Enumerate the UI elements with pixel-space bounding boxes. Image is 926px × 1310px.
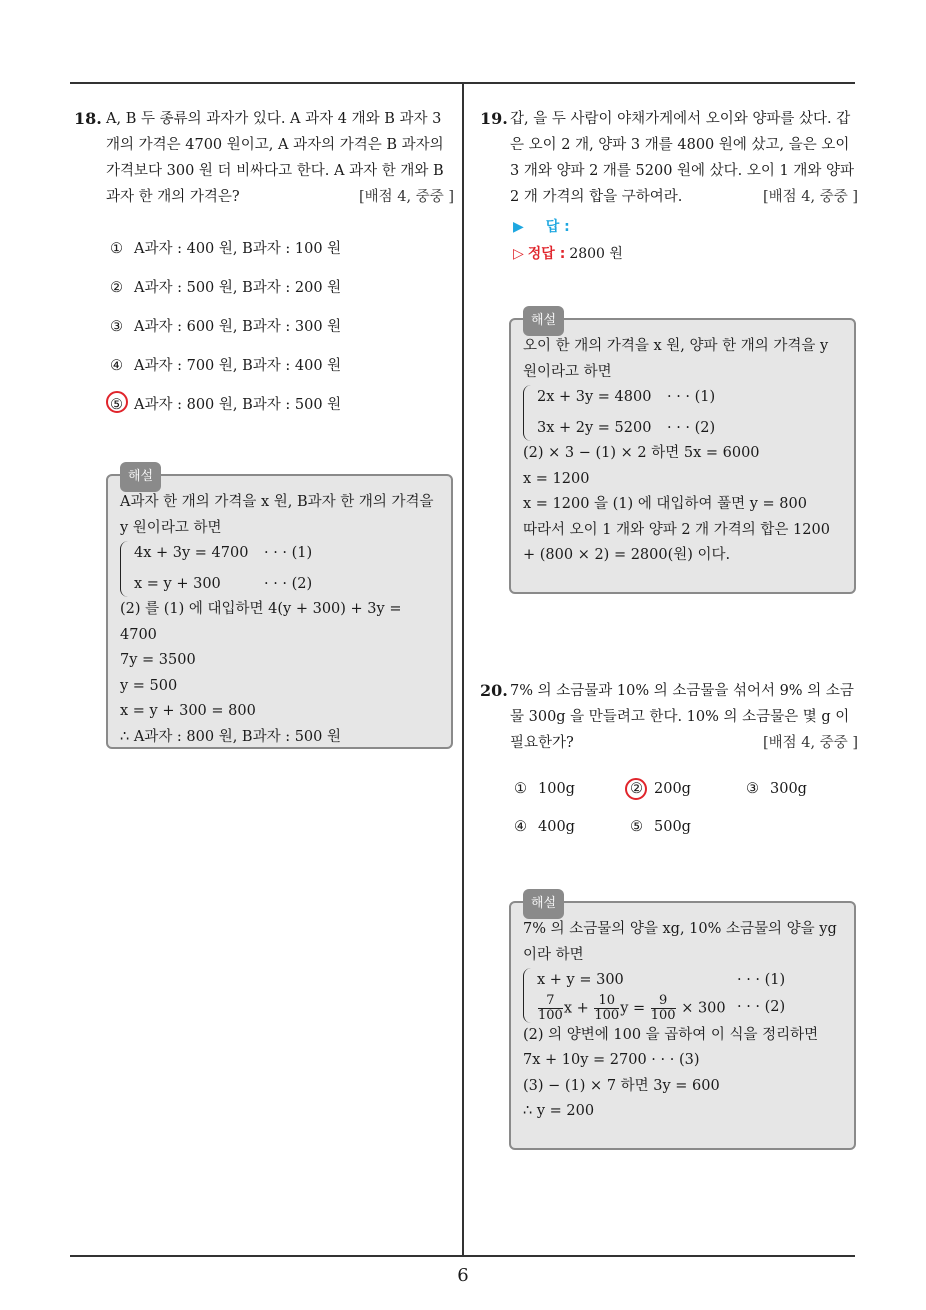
numerator: 7 <box>538 994 563 1009</box>
question-20 <box>480 678 858 756</box>
equation-ref: · · · (2) <box>737 999 786 1016</box>
question-text: 7% 의 소금물과 10% 의 소금물을 섞어서 9% 의 소금물 300g 을 만들려고 한다. 10% 의 소금물은 몇 g 이 필요한가? <box>510 683 854 751</box>
question-19 <box>480 106 858 210</box>
numerator: 10 <box>594 994 619 1009</box>
option-number: ④ <box>514 819 527 835</box>
equation-ref: · · · (1) <box>737 972 786 988</box>
bottom-rule <box>70 1255 855 1257</box>
equation: x + y = 300 <box>537 972 624 988</box>
solution-tag: 해설 <box>523 306 564 336</box>
correct-arrow-icon: ▷ <box>513 246 524 262</box>
equation-system <box>523 385 842 441</box>
option-1[interactable] <box>110 237 341 258</box>
option-text: A과자 : 600 원, B과자 : 300 원 <box>134 319 342 335</box>
option-text: 200g <box>654 781 691 797</box>
solution-line: ∴ A과자 : 800 원, B과자 : 500 원 <box>120 728 341 745</box>
solution-tag: 해설 <box>523 889 564 919</box>
question-meta: [배점 4, 중중 ] <box>762 189 858 205</box>
option-number: ④ <box>110 358 123 374</box>
solution-line: 7y = 3500 <box>120 652 196 668</box>
solution-line: x = 1200 <box>523 470 590 487</box>
option-text: A과자 : 800 원, B과자 : 500 원 <box>134 397 342 413</box>
option-5[interactable] <box>630 819 691 835</box>
equation-part: x + <box>563 1000 589 1016</box>
fraction <box>651 994 676 1023</box>
option-3[interactable] <box>110 315 341 336</box>
option-number: ② <box>110 280 123 296</box>
solution-line: (2) 의 양변에 100 을 곱하여 이 식을 정리하면 <box>523 1026 819 1043</box>
solution-line: (2) × 3 − (1) × 2 하면 5x = 6000 <box>523 445 760 461</box>
denominator: 100 <box>650 1007 676 1023</box>
option-number: ③ <box>746 781 759 797</box>
denominator: 100 <box>594 1007 620 1023</box>
solution-line: ∴ y = 200 <box>523 1103 595 1119</box>
option-text: A과자 : 700 원, B과자 : 400 원 <box>134 358 342 374</box>
equation-ref: · · · (1) <box>667 389 716 405</box>
column-divider <box>462 83 464 1255</box>
correct-value: 2800 원 <box>569 246 623 262</box>
option-3[interactable] <box>746 781 807 797</box>
equation-system <box>523 968 842 1023</box>
option-text: A과자 : 500 원, B과자 : 200 원 <box>134 280 342 296</box>
brace <box>523 385 532 441</box>
selected-answer-circle <box>106 391 128 413</box>
equation-system <box>120 541 439 597</box>
selected-answer-circle <box>625 778 647 800</box>
brace <box>523 968 532 1023</box>
equation-ref: · · · (1) <box>264 545 313 561</box>
option-text: A과자 : 400 원, B과자 : 100 원 <box>134 241 342 257</box>
equation <box>537 994 737 1023</box>
fraction <box>594 994 619 1023</box>
option-number: ① <box>110 241 123 257</box>
option-text: 300g <box>770 781 807 797</box>
equation: 2x + 3y = 4800 <box>537 389 652 405</box>
solution-line: y = 500 <box>120 677 178 694</box>
option-1[interactable] <box>514 781 575 797</box>
option-number: ② <box>630 781 643 797</box>
question-number: 19. <box>480 109 508 128</box>
equation-ref: · · · (2) <box>264 575 313 592</box>
equation-ref: · · · (2) <box>667 419 716 436</box>
option-text: 400g <box>538 819 575 835</box>
answer-input-line[interactable] <box>513 216 570 236</box>
solution-line: (2) 를 (1) 에 대입하면 4(y + 300) + 3y = 4700 <box>120 601 402 643</box>
solution-line: 7x + 10y = 2700 · · · (3) <box>523 1052 700 1068</box>
solution-tag: 해설 <box>120 462 161 492</box>
option-number: ③ <box>110 319 123 335</box>
q20-solution-box <box>509 896 856 1150</box>
option-2[interactable] <box>110 276 341 297</box>
brace <box>120 541 129 597</box>
question-18 <box>74 106 454 210</box>
option-text: 100g <box>538 781 575 797</box>
question-meta: [배점 4, 중중 ] <box>358 189 454 205</box>
option-4[interactable] <box>514 819 575 835</box>
numerator: 9 <box>651 994 676 1009</box>
equation-part: y = <box>620 1000 646 1016</box>
option-number: ⑤ <box>630 819 643 835</box>
equation: x = y + 300 <box>134 575 221 592</box>
answer-label: 답 : <box>545 219 570 235</box>
solution-line: 따라서 오이 1 개와 양파 2 개 가격의 합은 1200 + (800 × 2) = 2800(원) 이다. <box>523 521 830 563</box>
question-text: A, B 두 종류의 과자가 있다. A 과자 4 개와 B 과자 3 개의 가격은 4700 원이고, A 과자의 가격은 B 과자의 가격보다 300 원 더 비싸다고 한다. A 과자 한 개와 B 과자 한 개의 가격은? <box>106 111 444 205</box>
option-text: 500g <box>654 819 691 835</box>
denominator: 100 <box>538 1007 563 1023</box>
question-meta: [배점 4, 중중 ] <box>762 735 858 751</box>
solution-line: (3) − (1) × 7 하면 3y = 600 <box>523 1077 720 1094</box>
equation: 4x + 3y = 4700 <box>134 545 249 561</box>
answer-arrow-icon: ▶ <box>513 219 524 235</box>
equation-part: × 300 <box>681 1000 726 1016</box>
correct-answer-line <box>513 243 623 263</box>
solution-intro: 7% 의 소금물의 양을 xg, 10% 소금물의 양을 yg 이라 하면 <box>523 921 837 963</box>
option-5[interactable] <box>110 393 341 414</box>
equation: 3x + 2y = 5200 <box>537 419 652 436</box>
question-number: 18. <box>74 109 102 128</box>
option-number: ① <box>514 781 527 797</box>
question-number: 20. <box>480 681 508 700</box>
page-number: 6 <box>457 1265 469 1286</box>
solution-intro: 오이 한 개의 가격을 x 원, 양파 한 개의 가격을 y 원이라고 하면 <box>523 338 829 380</box>
option-number: ⑤ <box>110 397 123 413</box>
correct-label: 정답 : <box>527 246 566 262</box>
option-4[interactable] <box>110 354 341 375</box>
solution-line: x = 1200 을 (1) 에 대입하여 풀면 y = 800 <box>523 496 807 512</box>
q18-solution-box <box>106 469 453 749</box>
solution-intro: A과자 한 개의 가격을 x 원, B과자 한 개의 가격을 y 원이라고 하면 <box>120 494 434 536</box>
fraction <box>538 994 563 1023</box>
q19-solution-box <box>509 313 856 594</box>
question-text: 갑, 을 두 사람이 야채가게에서 오이와 양파를 샀다. 갑은 오이 2 개, 양파 3 개를 4800 원에 샀고, 을은 오이 3 개와 양파 2 개를 5200 원에 샀다. 오이 1 개와 양파 2 개 가격의 합을 구하여라. <box>510 111 854 205</box>
solution-line: x = y + 300 = 800 <box>120 703 256 719</box>
